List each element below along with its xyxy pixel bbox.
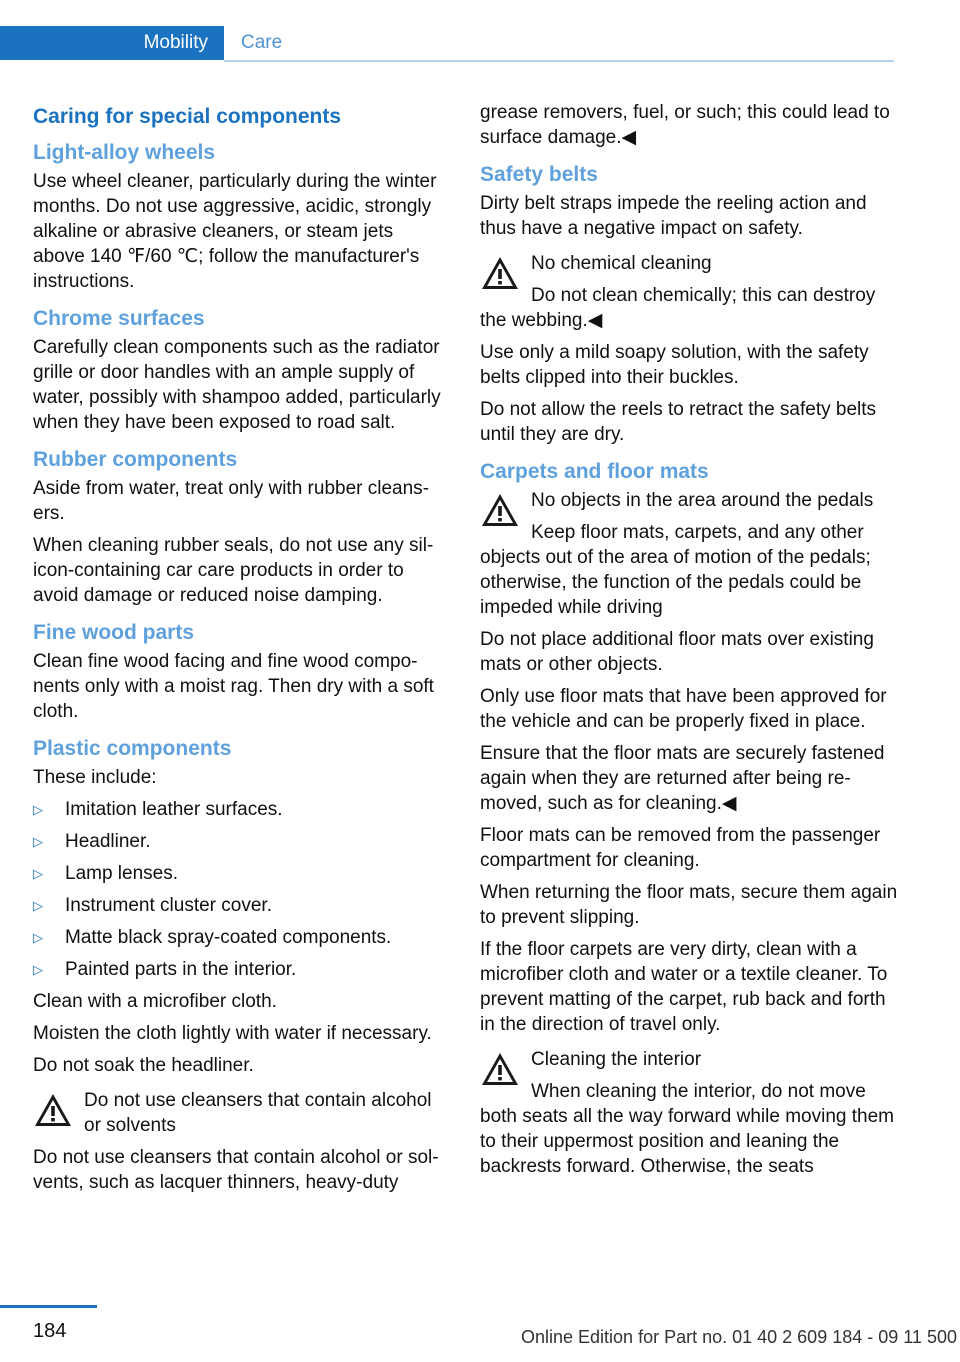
paragraph: When cleaning rubber seals, do not use any silicon-containing car care products in order to avoid damage or reduced noise damping.: [33, 535, 434, 606]
list-item: ▷ Instrument cluster cover.: [33, 895, 272, 916]
list-item: ▷ Imitation leather surfaces.: [33, 799, 283, 820]
warning-block: [480, 1047, 898, 1179]
paragraph: Clean fine wood facing and fine wood components only with a moist rag. Then dry with a soft cloth.: [33, 651, 434, 722]
triangle-bullet-icon: ▷: [33, 898, 43, 913]
tab-care[interactable]: Care: [241, 32, 283, 53]
edition-note: Online Edition for Part no. 01 40 2 609 184 - 09 11 500: [521, 1327, 957, 1347]
heading-rubber-components: Rubber components: [33, 448, 238, 471]
warning-text: When cleaning the interior, do not move both seats all the way forward while moving them to their uppermost position and leaning the backrests forward. Otherwise, the seats: [480, 1081, 894, 1177]
tab-mobility[interactable]: Mobility: [0, 26, 224, 60]
header-bar: [0, 0, 960, 64]
list-item: ▷ Matte black spray-coated components.: [33, 927, 392, 948]
warning-text: Do not clean chemically; this can destroy the webbing.◀: [480, 285, 876, 331]
bullet-list: [33, 797, 448, 982]
heading-safety-belts: Safety belts: [480, 163, 598, 186]
triangle-bullet-icon: ▷: [33, 962, 43, 977]
heading-fine-wood-parts: Fine wood parts: [33, 621, 195, 644]
paragraph: Use wheel cleaner, particularly during the winter months. Do not use aggressive, acidic, strongly alkaline or abrasive cleaners, or steam jets above 140 ℉/60 ℃; follow the manufacturer's instructions.: [33, 171, 437, 292]
paragraph: Do not allow the reels to retract the safety belts until they are dry.: [480, 399, 877, 445]
triangle-bullet-icon: ▷: [33, 866, 43, 881]
heading-plastic-components: Plastic components: [33, 737, 232, 760]
warning-title: No chemical cleaning: [531, 253, 712, 274]
warning-icon: [480, 255, 520, 291]
warning-title: No objects in the area around the pedals: [531, 490, 874, 511]
triangle-bullet-icon: ▷: [33, 802, 43, 817]
paragraph: Do not soak the headliner.: [33, 1055, 254, 1076]
triangle-bullet-icon: ▷: [33, 834, 43, 849]
triangle-bullet-icon: ▷: [33, 930, 43, 945]
heading-light-alloy-wheels: Light-alloy wheels: [33, 141, 216, 164]
paragraph: grease removers, fuel, or such; this could lead to surface damage.◀: [480, 102, 890, 148]
page-number: 184: [33, 1320, 67, 1342]
heading-chrome-surfaces: Chrome surfaces: [33, 307, 205, 330]
warning-title: Cleaning the interior: [531, 1049, 702, 1070]
list-item: ▷ Headliner.: [33, 831, 151, 852]
paragraph: Carefully clean components such as the radiator grille or door handles with an ample supply of water, possibly with shampoo added, particularly when they have been exposed to road salt.: [33, 337, 441, 433]
paragraph: Dirty belt straps impede the reeling action and thus have a negative impact on safety.: [480, 193, 867, 239]
left-column: [33, 100, 448, 1202]
warning-title: Do not use cleansers that contain alcohol or solvents: [84, 1090, 432, 1136]
warning-icon: [480, 492, 520, 528]
warning-block: [33, 1088, 448, 1195]
warning-text: Ensure that the floor mats are securely fastened again when they are returned after being removed, such as for cleaning.◀: [480, 743, 885, 814]
list-item: ▷ Painted parts in the interior.: [33, 959, 297, 980]
paragraph: Moisten the cloth lightly with water if necessary.: [33, 1023, 432, 1044]
list-item: ▷ Lamp lenses.: [33, 863, 179, 884]
paragraph: Use only a mild soapy solution, with the safety belts clipped into their buckles.: [480, 342, 869, 388]
right-column: [480, 100, 898, 1186]
warning-block: [480, 251, 898, 333]
paragraph: These include:: [33, 767, 157, 788]
warning-text: Do not use cleansers that contain alcohol or solvents, such as lacquer thinners, heavy-duty: [33, 1147, 439, 1193]
paragraph: Aside from water, treat only with rubber cleansers.: [33, 478, 430, 524]
footer-rule: [0, 1305, 97, 1308]
paragraph: Clean with a microfiber cloth.: [33, 991, 277, 1012]
paragraph: When returning the floor mats, secure them again to prevent slipping.: [480, 882, 898, 928]
paragraph: Floor mats can be removed from the passenger compartment for cleaning.: [480, 825, 881, 871]
warning-icon: [480, 1051, 520, 1087]
warning-text: Keep floor mats, carpets, and any other objects out of the area of motion of the pedals; otherwise, the function of the pedals could be impeded while driving: [480, 522, 871, 618]
section-title: Caring for special components: [33, 105, 342, 128]
tab-underline: [224, 60, 894, 62]
warning-icon: [33, 1092, 73, 1128]
paragraph: If the floor carpets are very dirty, clean with a microfiber cloth and water or a textile cleaner. To prevent matting of the carpet, rub back and forth in the direction of travel only.: [480, 939, 888, 1035]
warning-text: Only use floor mats that have been approved for the vehicle and can be properly fixed in place.: [480, 686, 887, 732]
heading-carpets-floor-mats: Carpets and floor mats: [480, 460, 709, 483]
warning-text: Do not place additional floor mats over existing mats or other objects.: [480, 629, 874, 675]
warning-block: [480, 488, 898, 816]
